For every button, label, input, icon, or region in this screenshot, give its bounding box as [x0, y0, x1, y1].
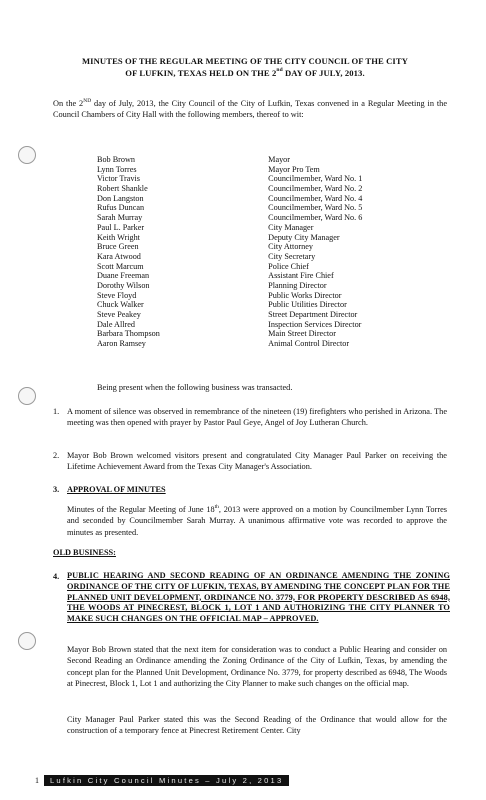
page-number: 1	[35, 776, 39, 785]
member-name: Duane Freeman	[97, 271, 150, 281]
member-name: Bob Brown	[97, 155, 135, 164]
roster-row	[97, 320, 397, 330]
old-business-heading: OLD BUSINESS:	[53, 548, 116, 557]
title-line-2: OF LUFKIN, TEXAS HELD ON THE 2nd DAY OF JULY, 2013.	[125, 67, 365, 78]
member-title: Public Utilities Director	[268, 300, 347, 310]
binder-hole-top	[18, 146, 36, 164]
member-name: Kara Atwood	[97, 251, 141, 261]
roster-row	[97, 203, 397, 213]
member-title: Inspection Services Director	[268, 319, 362, 329]
member-title: Animal Control Director	[268, 339, 350, 349]
member-name: Paul L. Parker	[97, 222, 145, 232]
roster-row	[97, 339, 397, 349]
member-name: Victor Travis	[97, 174, 140, 184]
roster-row	[97, 300, 397, 310]
member-title: Councilmember, Ward No. 5	[268, 203, 363, 213]
roster-row	[97, 262, 397, 272]
manager-paragraph: City Manager Paul Parker stated this was the Second Reading of the Ordinance that would allow for the construction of a temporary fence at Pinecrest Retirement Center. City	[67, 715, 447, 736]
item-2-text: Mayor Bob Brown welcomed visitors present and congratulated City Manager Paul Parker on receiving the Lifetime Achievement Award from the Texas City Manager's Association.	[67, 451, 447, 472]
item-1-text: A moment of silence was observed in remembrance of the nineteen (19) firefighters who perished in Arizona. The meeting was then opened with prayer by Pastor Paul Geye, Angel of Joy Lutheran Church.	[67, 407, 447, 428]
footer-label: Lufkin City Council Minutes – July 2, 2013	[44, 775, 289, 786]
member-title: Councilmember, Ward No. 1	[268, 174, 363, 184]
roster-row	[97, 310, 397, 320]
roster-row	[97, 174, 397, 184]
binder-hole-middle	[18, 387, 36, 405]
member-name: Rufus Duncan	[97, 203, 145, 213]
member-title: City Attorney	[268, 242, 313, 252]
member-name: Steve Floyd	[97, 290, 137, 300]
member-title: City Secretary	[268, 251, 316, 261]
member-name: Dorothy Wilson	[97, 280, 150, 290]
item-4-heading: PUBLIC HEARING AND SECOND READING OF AN ORDINANCE AMENDING THE ZONING ORDINANCE OF THE CITY OF LUFKIN, TEXAS, BY AMENDING THE CONCEPT PLAN FOR THE PLANNED UNIT DEVELOPMENT, ORDINANCE NO. 3779, FOR PROPERTY DESCRIBED AS 6948, THE WOODS AT PINECREST, BLOCK 1, LOT 1 AND AUTHORIZING THE CITY PLANNER TO MAKE SUCH CHANGES ON THE OFFICIAL MAP – APPROVED.	[67, 571, 450, 624]
mayor-paragraph: Mayor Bob Brown stated that the next item for consideration was to conduct a Public Hearing and consider on Second Reading an Ordinance amending the Zoning Ordinance of the City of Lufkin, Texas, by amending the concept plan for the Planned Unit Development, Ordinance No. 3779, for property described as 6948, The Woods at Pinecrest, Block 1, Lot 1 and authorizing the City Planner to make such changes on the official map.	[67, 645, 447, 689]
title-line-1: MINUTES OF THE REGULAR MEETING OF THE CITY COUNCIL OF THE CITY	[81, 56, 409, 66]
roster-row	[97, 281, 397, 291]
member-title: Street Department Director	[268, 310, 358, 319]
item-1-number: 1.	[53, 407, 60, 416]
member-title: Public Works Director	[268, 290, 342, 300]
intro-paragraph: On the 2ND day of July, 2013, the City Council of the City of Lufkin, Texas convened in a Regular Meeting in the Council Chambers of City Hall with the following members, thereof to wit:	[53, 98, 448, 120]
roster-row	[97, 194, 397, 204]
member-name: Bruce Green	[97, 242, 139, 252]
roster-row	[97, 213, 397, 223]
minutes-approval-text: Minutes of the Regular Meeting of June 18th, 2013 were approved on a motion by Councilmember Lynn Torres and seconded by Councilmember Sarah Murray. A unanimous affirmative vote was recorded to approve the minutes as presented.	[67, 504, 447, 537]
page-footer	[35, 775, 289, 786]
member-name: Lynn Torres	[97, 164, 137, 174]
item-4-number: 4.	[53, 572, 60, 581]
being-present-text: Being present when the following business was transacted.	[97, 383, 293, 392]
roster-row	[97, 223, 397, 233]
member-name: Aaron Ramsey	[97, 339, 146, 349]
roster-row	[97, 291, 397, 301]
member-title: City Manager	[268, 222, 314, 232]
member-name: Robert Shankle	[97, 184, 148, 194]
member-title: Councilmember, Ward No. 2	[268, 184, 363, 194]
item-3-number: 3.	[53, 485, 60, 494]
member-title: Mayor Pro Tem	[268, 164, 320, 174]
member-title: Deputy City Manager	[268, 232, 340, 242]
member-title: Mayor	[268, 155, 290, 164]
binder-hole-bottom	[18, 632, 36, 650]
member-name: Dale Allred	[97, 319, 135, 329]
member-title: Main Street Director	[268, 329, 336, 339]
member-name: Sarah Murray	[97, 213, 143, 223]
attendee-roster	[97, 155, 397, 349]
item-3-heading: APPROVAL OF MINUTES	[67, 485, 166, 494]
member-title: Assistant Fire Chief	[268, 271, 334, 281]
document-title	[50, 55, 440, 79]
roster-row	[97, 252, 397, 262]
member-title: Councilmember, Ward No. 4	[268, 193, 363, 203]
member-name: Barbara Thompson	[97, 329, 160, 339]
roster-row	[97, 165, 397, 175]
roster-row	[97, 233, 397, 243]
member-name: Chuck Walker	[97, 300, 144, 310]
roster-row	[97, 184, 397, 194]
member-title: Police Chief	[268, 261, 309, 271]
roster-row	[97, 242, 397, 252]
roster-row	[97, 271, 397, 281]
roster-row	[97, 155, 397, 165]
member-title: Planning Director	[268, 280, 327, 290]
member-title: Councilmember, Ward No. 6	[268, 213, 363, 223]
member-name: Keith Wright	[97, 232, 140, 242]
roster-row	[97, 329, 397, 339]
item-2-number: 2.	[53, 451, 60, 460]
member-name: Don Langston	[97, 193, 144, 203]
member-name: Steve Peakey	[97, 310, 141, 319]
member-name: Scott Marcum	[97, 261, 144, 271]
